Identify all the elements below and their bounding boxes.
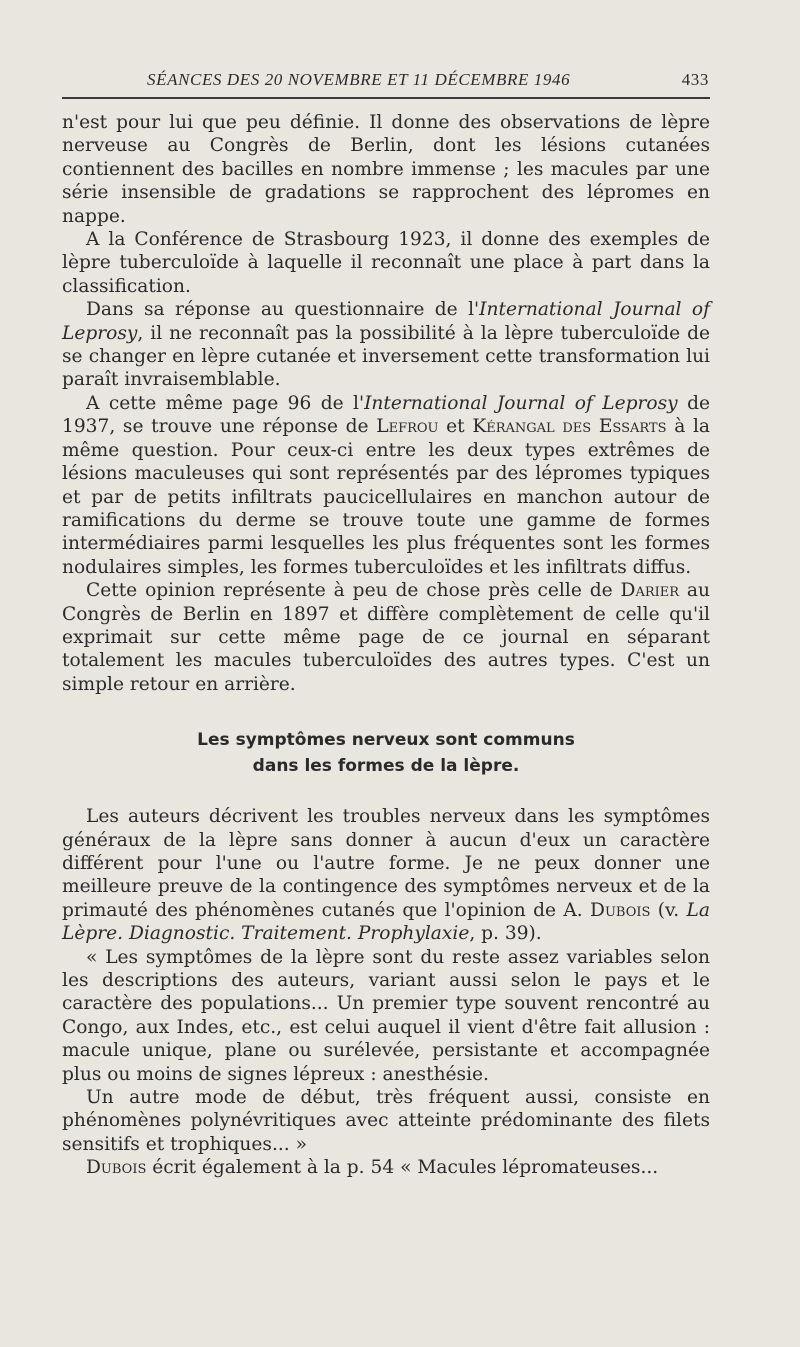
page-number: 433 xyxy=(681,70,709,89)
author-name: Lefrou xyxy=(376,416,439,438)
p3-text-a: Dans sa réponse au questionnaire de l' xyxy=(86,299,480,321)
p4-text-d: à la même question. Pour ceux-ci entre les deux types extrêmes de lésions maculeuses qui sont représentés par des lépromes typiques et par de petits infiltrats paucicellulaires en manchon autour de ramifications du derme se trouve toute une gamme de formes intermédiaires parmi lesquelles les plus fréquentes sont les formes nodulaires simples, les formes tuberculoïdes et les infiltrats diffus. xyxy=(62,416,710,578)
body-text xyxy=(62,111,710,1180)
paragraph-4 xyxy=(62,392,710,579)
journal-title: International Journal of Leprosy xyxy=(364,392,678,414)
p3-text-b: , il ne reconnaît pas la possibilité à la lèpre tuberculoïde de se changer en lèpre cutanée et inversement cette transformation lui paraît invraisemblable. xyxy=(62,322,710,391)
section-heading xyxy=(62,727,710,779)
author-name: Dubois xyxy=(590,899,651,921)
p4-text-b: de 1937, se trouve une réponse de xyxy=(62,392,710,438)
p9-text-a: écrit également à la p. 54 « Macules lépromateuses... xyxy=(146,1157,659,1179)
p6-text-b: (v. xyxy=(650,899,687,921)
section-heading-line-1: Les symptômes nerveux sont communs xyxy=(197,730,575,751)
author-name: Kérangal des Essarts xyxy=(472,416,667,438)
journal-title: International Journal of Leprosy xyxy=(62,299,710,344)
running-header xyxy=(62,70,712,96)
paragraph-6 xyxy=(62,805,710,945)
p5-text-b: au Congrès de Berlin en 1897 et diffère complètement de celle qu'il exprimait sur cette même page de ce journal en séparant totalement les macules tuberculoïdes des autres types. C'est un simple retour en arrière. xyxy=(62,580,710,695)
paragraph-5 xyxy=(62,579,710,696)
book-title: La Lèpre. Diagnostic. Traitement. Prophylaxie xyxy=(62,899,710,945)
running-title: SÉANCES DES 20 NOVEMBRE ET 11 DÉCEMBRE 1946 xyxy=(147,70,571,89)
author-name: Dubois xyxy=(86,1157,147,1179)
p4-text-c: et xyxy=(438,416,473,438)
section-heading-line-2: dans les formes de la lèpre. xyxy=(252,756,520,777)
paragraph-3 xyxy=(62,298,710,392)
paragraph-1: n'est pour lui que peu définie. Il donne des observations de lèpre nerveuse au Congrès de Berlin, dont les lésions cutanées contiennent des bacilles en nombre immense ; les macules par une série insensible de gradations se rapprochent des lépromes en nappe. xyxy=(62,112,710,227)
paragraph-8: Un autre mode de début, très fréquent aussi, consiste en phénomènes polynévritiques avec atteinte prédominante des filets sensitifs et trophiques... » xyxy=(62,1087,710,1155)
p4-text-a: A cette même page 96 de l' xyxy=(86,392,365,414)
p5-text-a: Cette opinion représente à peu de chose près celle de xyxy=(86,580,621,602)
p6-text-a: Les auteurs décrivent les troubles nerveux dans les symptômes généraux de la lèpre sans donner à aucun d'eux un caractère différent pour l'une ou l'autre forme. Je ne peux donner une meilleure preuve de la contingence des symptômes nerveux et de la primauté des phénomènes cutanés que l'opinion de A. xyxy=(62,806,710,921)
paragraph-7: « Les symptômes de la lèpre sont du reste assez variables selon les descriptions des auteurs, variant aussi selon le pays et le caractère des populations... Un premier type souvent rencontré au Congo, aux Indes, etc., est celui auquel il vient d'être fait allusion : macule unique, plane ou surélevée, persistante et accompagnée plus ou moins de signes lépreux : anesthésie. xyxy=(62,946,710,1085)
paragraph-2: A la Conférence de Strasbourg 1923, il donne des exemples de lèpre tuberculoïde à laquelle il reconnaît une place à part dans la classification. xyxy=(62,229,710,297)
author-name: Darier xyxy=(620,580,680,602)
header-rule xyxy=(62,97,710,99)
p6-text-c: , p. 39). xyxy=(469,923,542,945)
paragraph-9 xyxy=(62,1156,710,1179)
